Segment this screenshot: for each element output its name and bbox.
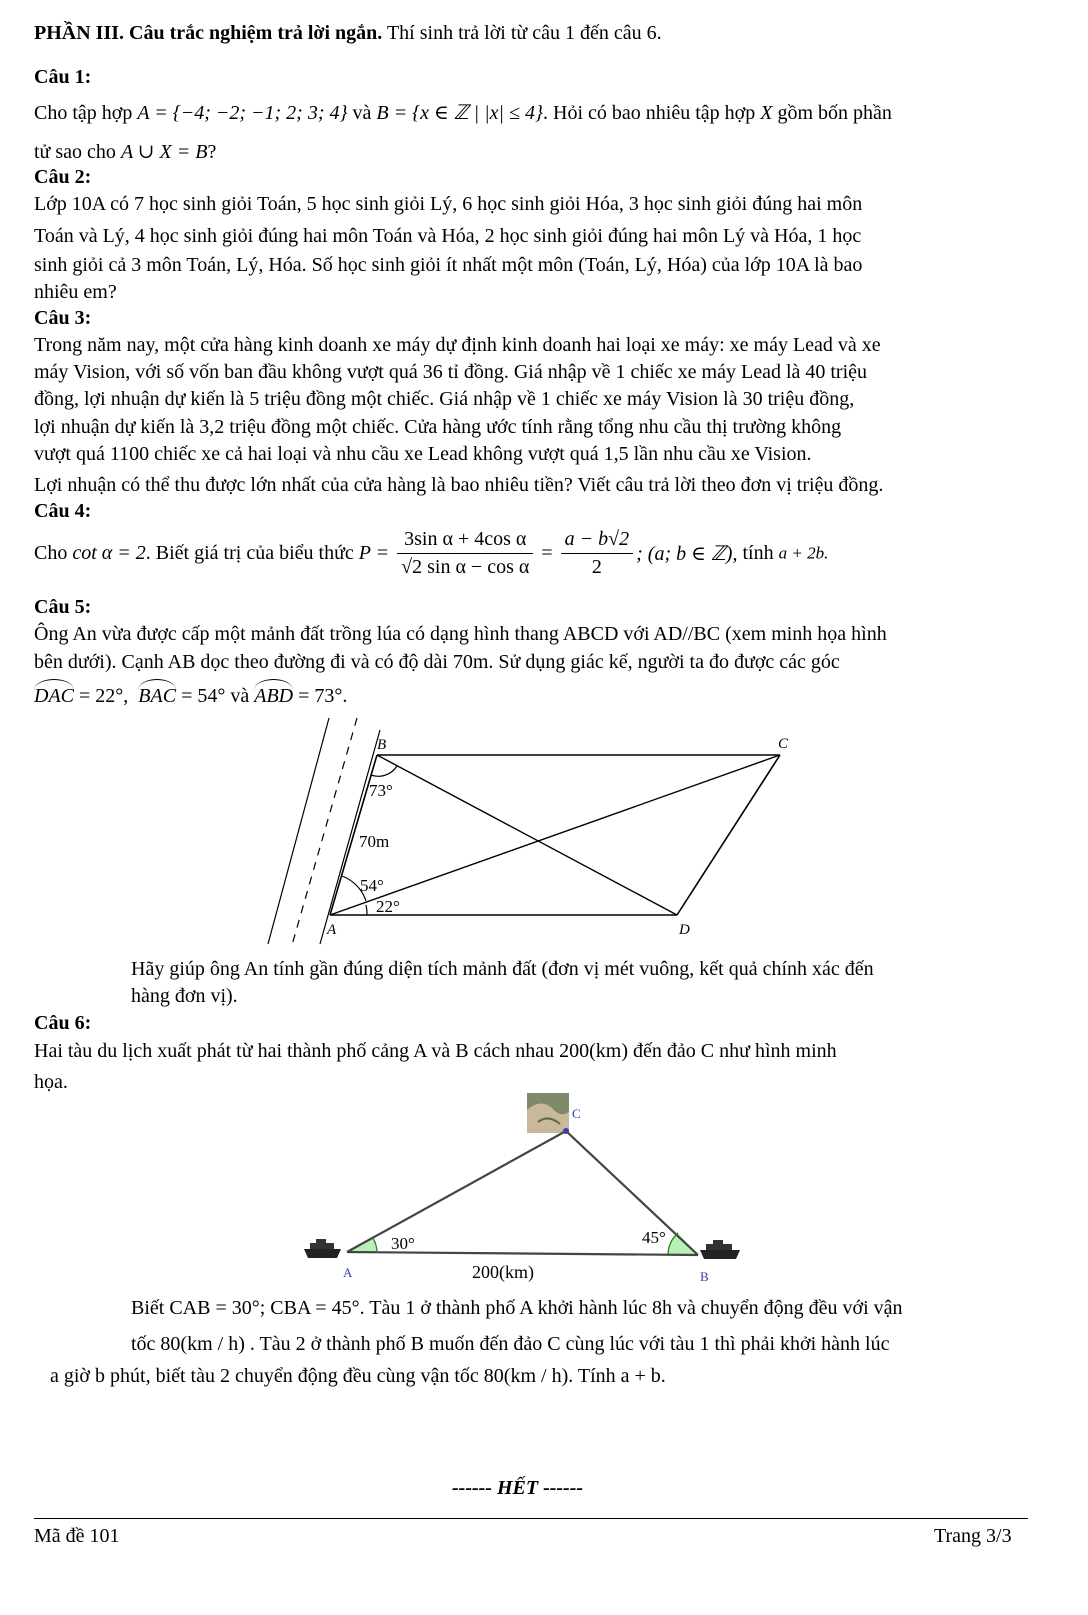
q1-text-4: tử sao cho bbox=[34, 141, 116, 163]
q2-line: Lớp 10A có 7 học sinh giỏi Toán, 5 học sinh giỏi Lý, 6 học sinh giỏi Hóa, 3 học sinh giỏi đúng hai môn bbox=[34, 193, 863, 215]
point-c bbox=[563, 1128, 569, 1134]
angle-dac-value: = 22°, bbox=[79, 685, 129, 707]
frac-numerator: 3sin α + 4cos α bbox=[397, 528, 533, 554]
exam-code: Mã đề 101 bbox=[34, 1525, 120, 1547]
angle-abd-value: = 73°. bbox=[298, 685, 348, 707]
q2-label: Câu 2: bbox=[34, 166, 92, 188]
angle-label-73: 73° bbox=[369, 781, 393, 800]
q3-line: vượt quá 1100 chiếc xe cả hai loại và nhu cầu xe Lead không vượt quá 1,5 lần nhu cầu xe Vision. bbox=[34, 443, 812, 465]
q3-line: Trong năm nay, một cửa hàng kinh doanh xe máy dự định kinh doanh hai loại xe máy: xe máy Lead và xe bbox=[34, 334, 881, 356]
distance-label: 200(km) bbox=[472, 1262, 534, 1282]
label-c: C bbox=[778, 736, 789, 752]
length-label-ab: 70m bbox=[359, 832, 390, 851]
angle-bac-value: = 54° bbox=[181, 685, 226, 707]
union-condition: A ∪ X = B bbox=[120, 141, 208, 163]
q6-after-line: tốc 80(km / h) . Tàu 2 ở thành phố B muốn đến đảo C cùng lúc với tàu 1 thì phải khởi hành lúc bbox=[131, 1333, 890, 1355]
q2-line: nhiêu em? bbox=[34, 281, 117, 303]
footer-rule bbox=[34, 1518, 1028, 1519]
island-image bbox=[527, 1093, 569, 1133]
ship-icon bbox=[700, 1240, 740, 1259]
q3-line: máy Vision, với số vốn ban đầu không vượt quá 36 tỉ đồng. Giá nhập về 1 chiếc xe máy Lead là 40 triệu bbox=[34, 361, 868, 383]
q5-label: Câu 5: bbox=[34, 596, 92, 618]
frac-numerator: a − b√2 bbox=[561, 528, 633, 554]
q1-label: Câu 1: bbox=[34, 66, 92, 88]
label-d: D bbox=[679, 922, 690, 938]
q3-line: đồng, lợi nhuận dự kiến là 5 triệu đồng một chiếc. Giá nhập về 1 chiếc xe máy Vision là 30 triệu đồng, bbox=[34, 388, 855, 410]
label-c: C bbox=[572, 1106, 581, 1121]
q1-and: và bbox=[352, 102, 372, 124]
q5-after-line: hàng đơn vị). bbox=[131, 985, 238, 1007]
angle-dac: DAC bbox=[34, 685, 74, 707]
q4-text-3: tính bbox=[742, 542, 774, 564]
label-b: B bbox=[700, 1269, 709, 1284]
end-mark: ------ HẾT ------ bbox=[452, 1477, 584, 1499]
q1-text-2: . Hỏi có bao nhiêu tập hợp bbox=[543, 102, 756, 124]
q4-expr: a + 2b. bbox=[778, 543, 829, 563]
ab-condition: ; (a; b ∈ ℤ), bbox=[636, 543, 738, 565]
label-a: A bbox=[343, 1265, 353, 1280]
angle-bac: BAC bbox=[138, 685, 177, 707]
label-a: A bbox=[327, 922, 337, 938]
frac-denominator: 2 bbox=[591, 556, 602, 578]
q1-text-3: gồm bốn phần bbox=[777, 102, 892, 124]
side-ac bbox=[347, 1131, 566, 1252]
q6-line: Hai tàu du lịch xuất phát từ hai thành phố cảng A và B cách nhau 200(km) đến đảo C như hình minh bbox=[34, 1040, 837, 1062]
q2-line: sinh giỏi cả 3 môn Toán, Lý, Hóa. Số học sinh giỏi ít nhất một môn (Toán, Lý, Hóa) của lớp 10A là bao bbox=[34, 254, 863, 276]
page-number: Trang 3/3 bbox=[934, 1525, 1012, 1547]
q6-after-line: a giờ b phút, biết tàu 2 chuyển động đều cùng vận tốc 80(km / h). Tính a + b. bbox=[50, 1365, 666, 1387]
var-x: X bbox=[760, 102, 773, 124]
q6-after-line: Biết CAB = 30°; CBA = 45°. Tàu 1 ở thành phố A khởi hành lúc 8h và chuyển động đều với vận bbox=[131, 1297, 903, 1319]
q5-line: bên dưới). Cạnh AB dọc theo đường đi và có độ dài 70m. Sử dụng giác kế, người ta đo được các góc bbox=[34, 651, 840, 673]
q3-label: Câu 3: bbox=[34, 307, 92, 329]
q4-label: Câu 4: bbox=[34, 500, 92, 522]
part-instruction: Thí sinh trả lời từ câu 1 đến câu 6. bbox=[386, 22, 662, 44]
q4-text-2: . Biết giá trị của biểu thức bbox=[145, 542, 354, 564]
q4-text: Cho bbox=[34, 542, 68, 564]
equals: = bbox=[541, 542, 553, 564]
q1-text: Cho tập hợp bbox=[34, 102, 133, 124]
angle-label-22: 22° bbox=[376, 897, 400, 916]
and-text: và bbox=[230, 685, 250, 707]
angle-label-30: 30° bbox=[391, 1234, 415, 1253]
p-eq: P = bbox=[358, 542, 390, 564]
q2-line: Toán và Lý, 4 học sinh giỏi đúng hai môn Toán và Hóa, 2 học sinh giỏi đúng hai môn Lý và Hóa, 1 học bbox=[34, 225, 862, 247]
angle-label-45: 45° bbox=[642, 1228, 666, 1247]
label-b: B bbox=[377, 737, 387, 753]
frac-denominator: √2 sin α − cos α bbox=[401, 556, 530, 578]
ship-icon bbox=[304, 1239, 341, 1258]
part-title: PHẦN III. Câu trắc nghiệm trả lời ngắn. bbox=[34, 22, 383, 44]
side-bc bbox=[566, 1131, 698, 1255]
angle-abd: ABD bbox=[254, 685, 294, 707]
q6-line: họa. bbox=[34, 1071, 68, 1093]
angle-label-54: 54° bbox=[360, 876, 384, 895]
q1-qmark: ? bbox=[207, 141, 217, 163]
set-a: A = {−4; −2; −1; 2; 3; 4} bbox=[137, 102, 348, 124]
cot-condition: cot α = 2 bbox=[72, 542, 146, 564]
q5-line: Ông An vừa được cấp một mảnh đất trồng lúa có dạng hình thang ABCD với AD//BC (xem minh họa hình bbox=[34, 623, 887, 645]
q6-label: Câu 6: bbox=[34, 1012, 92, 1034]
q3-line: lợi nhuận dự kiến là 3,2 triệu đồng một chiếc. Cửa hàng ước tính rằng tổng nhu cầu thị trường không bbox=[34, 416, 842, 438]
q5-after-line: Hãy giúp ông An tính gần đúng diện tích mảnh đất (đơn vị mét vuông, kết quả chính xác đến bbox=[131, 958, 874, 980]
q3-line: Lợi nhuận có thể thu được lớn nhất của cửa hàng là bao nhiêu tiền? Viết câu trả lời theo đơn vị triệu đồng. bbox=[34, 474, 884, 496]
set-b: B = {x ∈ ℤ | |x| ≤ 4} bbox=[376, 102, 544, 124]
